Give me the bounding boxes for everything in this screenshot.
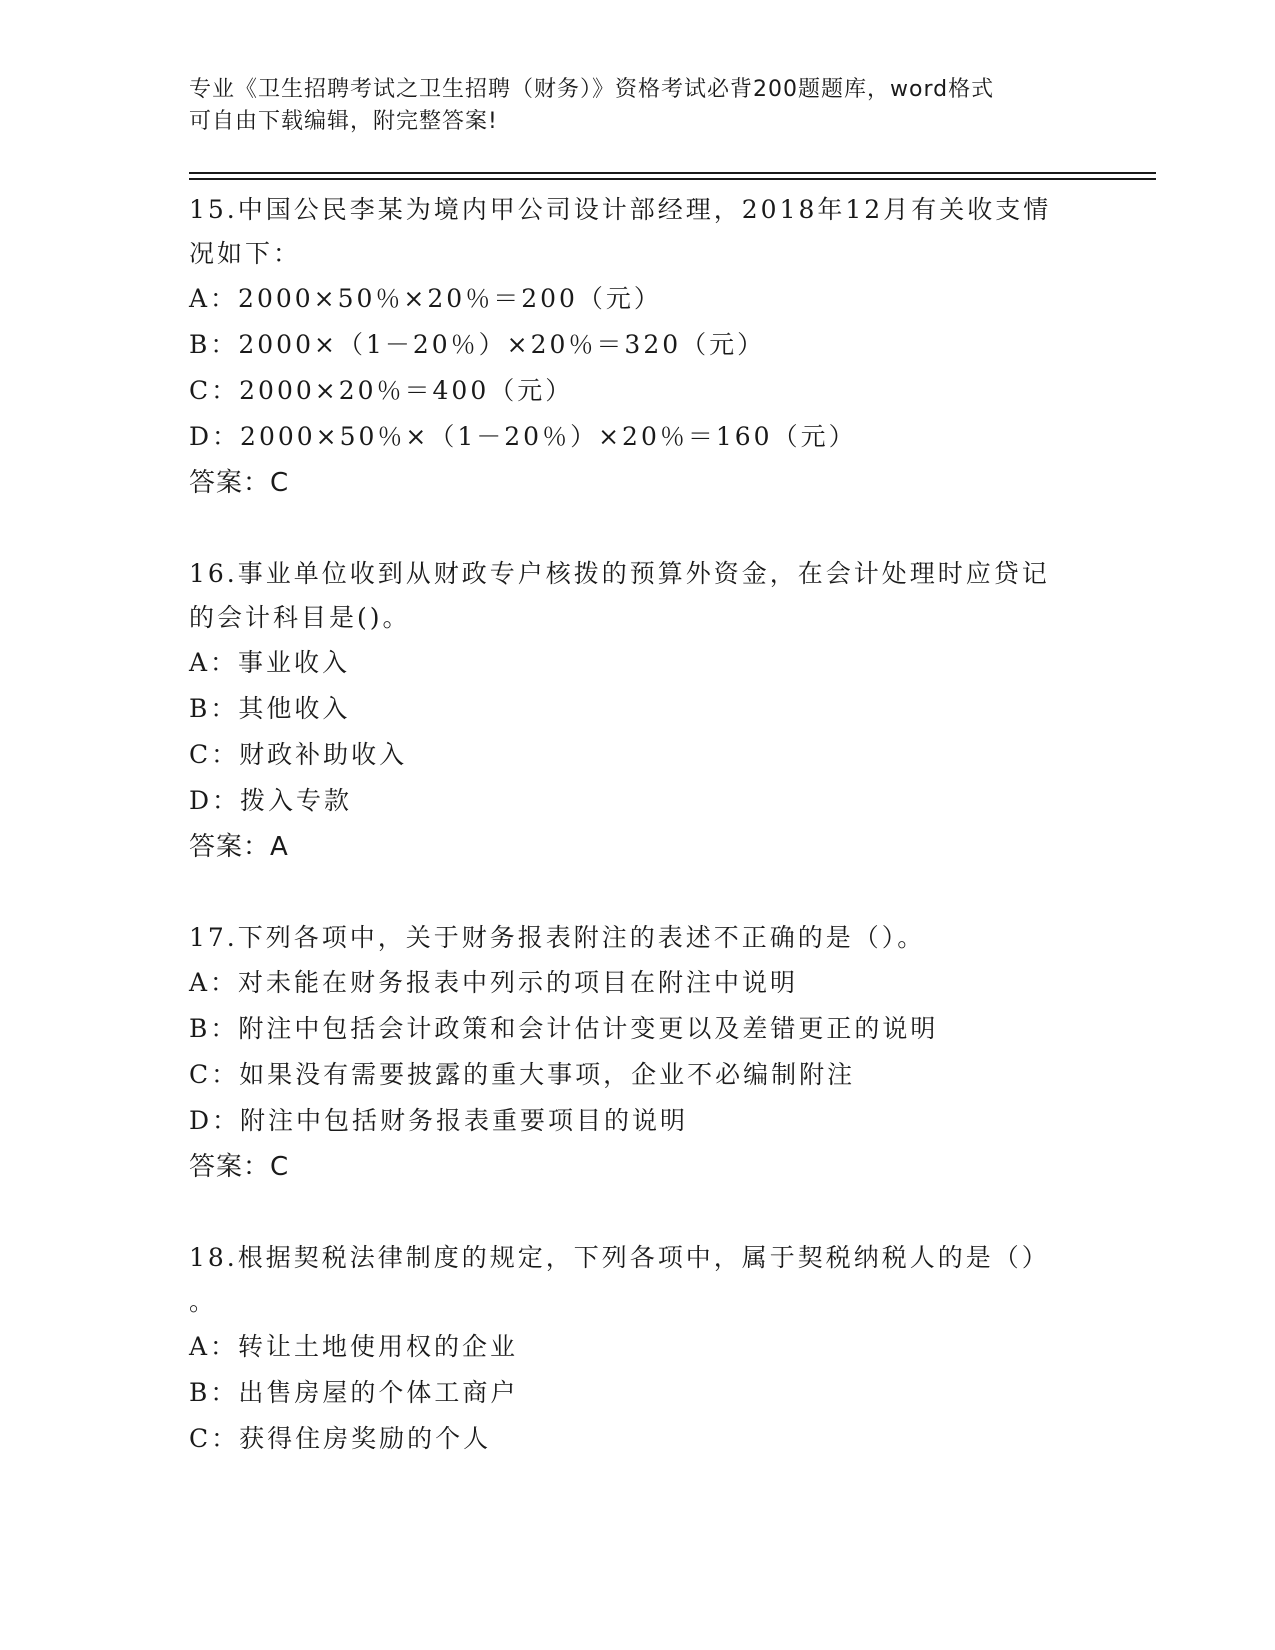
answer: 答案：A <box>189 832 289 862</box>
option-c: C：财政补助收入 <box>189 740 408 769</box>
question-stem <box>189 916 1089 960</box>
option-a: A：对未能在财务报表中列示的项目在附注中说明 <box>189 968 799 997</box>
question-18 <box>189 1236 1089 1462</box>
option-d: D：2000×50％×（1－20％）×20％＝160（元） <box>189 422 857 451</box>
option-a: A：转让土地使用权的企业 <box>189 1332 519 1361</box>
stem-line: 的会计科目是()。 <box>189 603 411 632</box>
header-divider-bottom <box>189 178 1156 180</box>
stem-line: 况如下： <box>189 239 302 268</box>
question-stem <box>189 188 1089 276</box>
question-stem <box>189 552 1089 640</box>
option-d: D：拨入专款 <box>189 786 353 815</box>
option-c: C：获得住房奖励的个人 <box>189 1424 492 1453</box>
stem-line: 15.中国公民李某为境内甲公司设计部经理，2018年12月有关收支情 <box>189 195 1052 224</box>
answer: 答案：C <box>189 1152 290 1182</box>
question-17 <box>189 916 1089 1190</box>
document-header <box>189 74 1069 138</box>
header-divider-top <box>189 172 1156 174</box>
option-a: A：2000×50％×20％＝200（元） <box>189 284 662 313</box>
option-a: A：事业收入 <box>189 648 351 677</box>
option-b: B：附注中包括会计政策和会计估计变更以及差错更正的说明 <box>189 1014 939 1043</box>
question-16 <box>189 552 1089 870</box>
option-c: C：2000×20％＝400（元） <box>189 376 574 405</box>
header-line-1: 专业《卫生招聘考试之卫生招聘（财务）》资格考试必背200题题库，word格式 <box>189 77 995 102</box>
stem-line: 。 <box>189 1287 218 1316</box>
stem-line: 17.下列各项中，关于财务报表附注的表述不正确的是（）。 <box>189 923 926 952</box>
header-line-2: 可自由下载编辑，附完整答案! <box>189 109 498 134</box>
option-b: B：2000×（1－20％）×20％＝320（元） <box>189 330 766 359</box>
stem-line: 18.根据契税法律制度的规定，下列各项中，属于契税纳税人的是（） <box>189 1243 1050 1272</box>
question-15 <box>189 188 1089 506</box>
option-b: B：出售房屋的个体工商户 <box>189 1378 519 1407</box>
option-b: B：其他收入 <box>189 694 351 723</box>
option-d: D：附注中包括财务报表重要项目的说明 <box>189 1106 689 1135</box>
question-list <box>189 188 1089 1508</box>
option-c: C：如果没有需要披露的重大事项，企业不必编制附注 <box>189 1060 856 1089</box>
question-stem <box>189 1236 1089 1324</box>
stem-line: 16.事业单位收到从财政专户核拨的预算外资金，在会计处理时应贷记 <box>189 559 1050 588</box>
answer: 答案：C <box>189 468 290 498</box>
